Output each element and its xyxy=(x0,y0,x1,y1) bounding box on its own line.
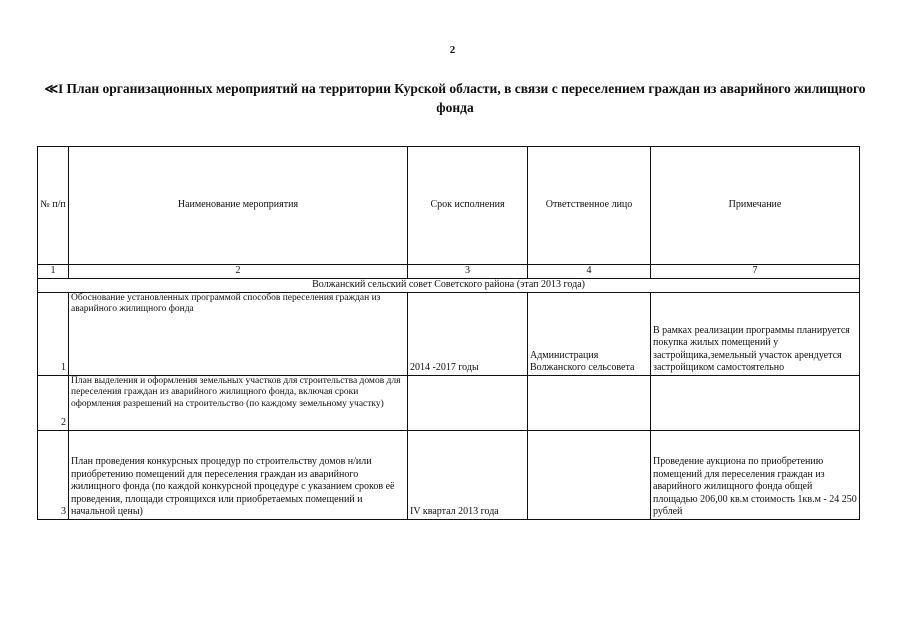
row-activity: Обоснование установленных программой способов переселения граждан из аварийного жилищного фонда xyxy=(69,292,408,375)
column-number: 2 xyxy=(69,265,408,279)
header-responsible: Ответственное лицо xyxy=(528,147,651,265)
header-name: Наименование мероприятия xyxy=(69,147,408,265)
header-note: Примечание xyxy=(651,147,860,265)
column-number: 4 xyxy=(528,265,651,279)
title-mark: ≪I xyxy=(44,81,64,96)
row-note xyxy=(651,375,860,430)
header-row xyxy=(38,147,860,265)
row-responsible xyxy=(528,375,651,430)
document-title xyxy=(40,79,870,117)
row-activity: План проведения конкурсных процедур по строительству домов н/или приобретению помещений для переселения граждан из аварийного жилищного фонда (по каждой конкурсной процедуре с указанием сроков её проведения, площади строящихся или приобретаемых помещений и начальной цены) xyxy=(69,430,408,519)
row-deadline: 2014 -2017 годы xyxy=(408,292,528,375)
table-row xyxy=(38,430,860,519)
row-note: Проведение аукциона по приобретению помещений для переселения граждан из аварийного жилищного фонда общей площадью 206,00 кв.м стоимость 1кв.м - 24 250 рублей xyxy=(651,430,860,519)
row-number: 2 xyxy=(38,375,69,430)
row-activity: План выделения и оформления земельных участков для строительства домов для переселения граждан из аварийного жилищного фонда, включая сроки оформления разрешений на строительство (по каждому земельному участку) xyxy=(69,375,408,430)
header-deadline: Срок исполнения xyxy=(408,147,528,265)
table-row xyxy=(38,292,860,375)
header-num: № п/п xyxy=(38,147,69,265)
column-number: 7 xyxy=(651,265,860,279)
row-responsible: Администрация Волжанского сельсовета xyxy=(528,292,651,375)
row-number: 1 xyxy=(38,292,69,375)
title-text: План организационных мероприятий на территории Курской области, в связи с переселением граждан из аварийного жилищного фонда xyxy=(66,81,866,115)
column-numbers-row xyxy=(38,265,860,279)
table-row xyxy=(38,375,860,430)
page-number: 2 xyxy=(449,44,456,56)
section-row xyxy=(38,278,860,292)
row-deadline: IV квартал 2013 года xyxy=(408,430,528,519)
row-deadline xyxy=(408,375,528,430)
column-number: 3 xyxy=(408,265,528,279)
row-note: В рамках реализации программы планируется покупка жилых помещений у застройщика,земельный участок арендуется застройщиком самостоятельно xyxy=(651,292,860,375)
row-responsible xyxy=(528,430,651,519)
row-number: 3 xyxy=(38,430,69,519)
column-number: 1 xyxy=(38,265,69,279)
plan-table xyxy=(37,146,860,520)
section-title: Волжанский сельский совет Советского района (этап 2013 года) xyxy=(38,278,860,292)
